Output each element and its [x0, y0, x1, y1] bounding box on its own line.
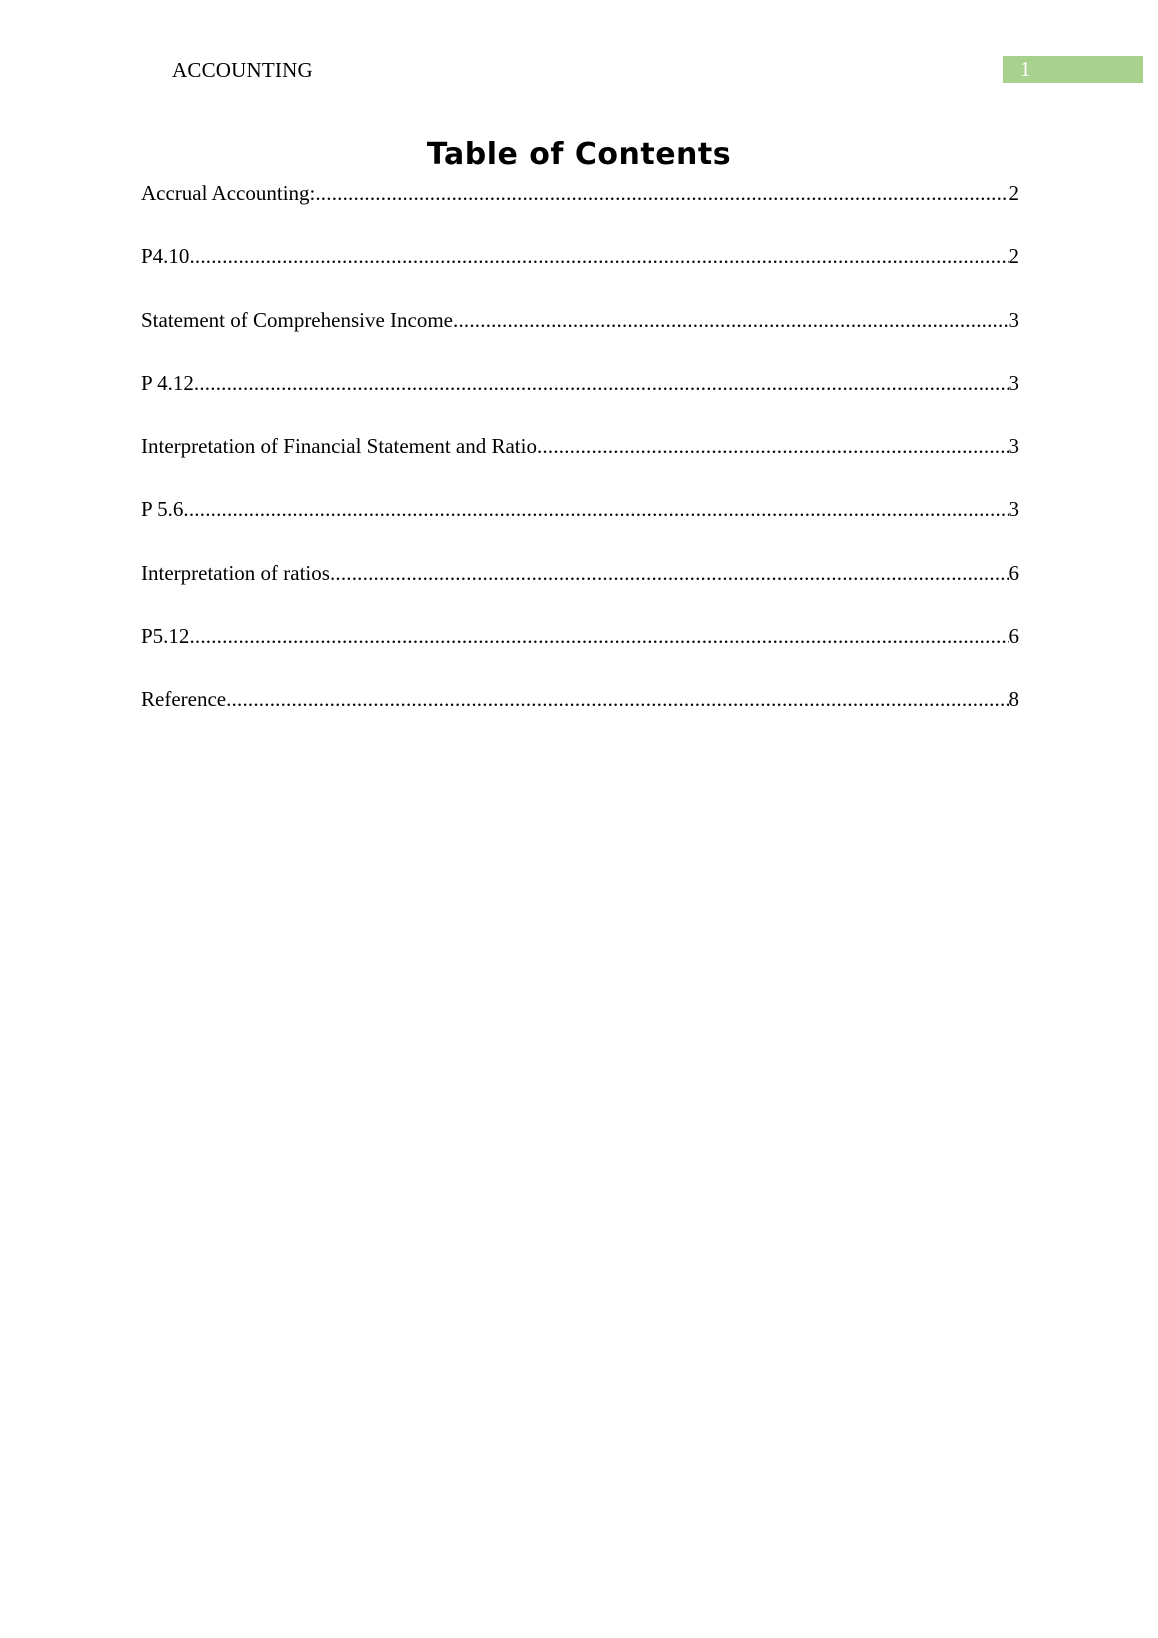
dot-leader	[183, 493, 1008, 525]
toc-entry-label: P 5.6	[141, 497, 184, 522]
table-of-contents	[141, 177, 1019, 747]
dot-leader	[330, 557, 1009, 589]
dot-leader	[537, 430, 1009, 462]
dot-leader	[189, 240, 1008, 272]
toc-entry-page: 3	[1008, 497, 1019, 522]
toc-entry-page: 2	[1008, 181, 1019, 205]
toc-entry-statement-of-comprehensive-income[interactable]	[141, 304, 1019, 367]
toc-entry-label: Reference	[141, 687, 227, 712]
toc-entry-p5-6[interactable]	[141, 493, 1019, 556]
toc-entry-page: 3	[1008, 370, 1019, 395]
toc-entry-label: P5.12	[141, 624, 190, 649]
toc-entry-p5-12[interactable]	[141, 620, 1019, 683]
toc-entry-label: P 4.12	[141, 370, 194, 395]
toc-entry-page: 6	[1008, 624, 1019, 649]
toc-heading: Table of Contents	[426, 137, 732, 172]
running-header-title: ACCOUNTING	[172, 58, 313, 82]
toc-entry-label: P4.10	[141, 244, 190, 269]
dot-leader	[453, 304, 1009, 336]
dot-leader	[226, 683, 1008, 715]
toc-entry-interpretation-of-financial-statement[interactable]	[141, 430, 1019, 493]
toc-entry-label: Interpretation of ratios	[141, 560, 330, 585]
toc-entry-page: 6	[1008, 560, 1019, 585]
page-number: 1	[1020, 57, 1031, 81]
toc-entry-label: Accrual Accounting:	[141, 181, 316, 205]
toc-entry-p4-10[interactable]	[141, 240, 1019, 303]
page-number-badge	[1003, 56, 1143, 83]
toc-entry-page: 2	[1008, 244, 1019, 269]
toc-entry-interpretation-of-ratios[interactable]	[141, 557, 1019, 620]
toc-entry-label: Interpretation of Financial Statement and Ratio	[141, 434, 537, 459]
toc-entry-page: 8	[1008, 687, 1019, 712]
toc-entry-page: 3	[1008, 307, 1019, 332]
toc-entry-p4-12[interactable]	[141, 367, 1019, 430]
dot-leader	[194, 367, 1009, 399]
dot-leader	[189, 620, 1008, 652]
dot-leader	[315, 177, 1008, 209]
toc-entry-reference[interactable]	[141, 683, 1019, 746]
toc-entry-accrual-accounting[interactable]	[141, 177, 1019, 240]
toc-entry-page: 3	[1008, 434, 1019, 459]
toc-entry-label: Statement of Comprehensive Income	[141, 307, 453, 332]
